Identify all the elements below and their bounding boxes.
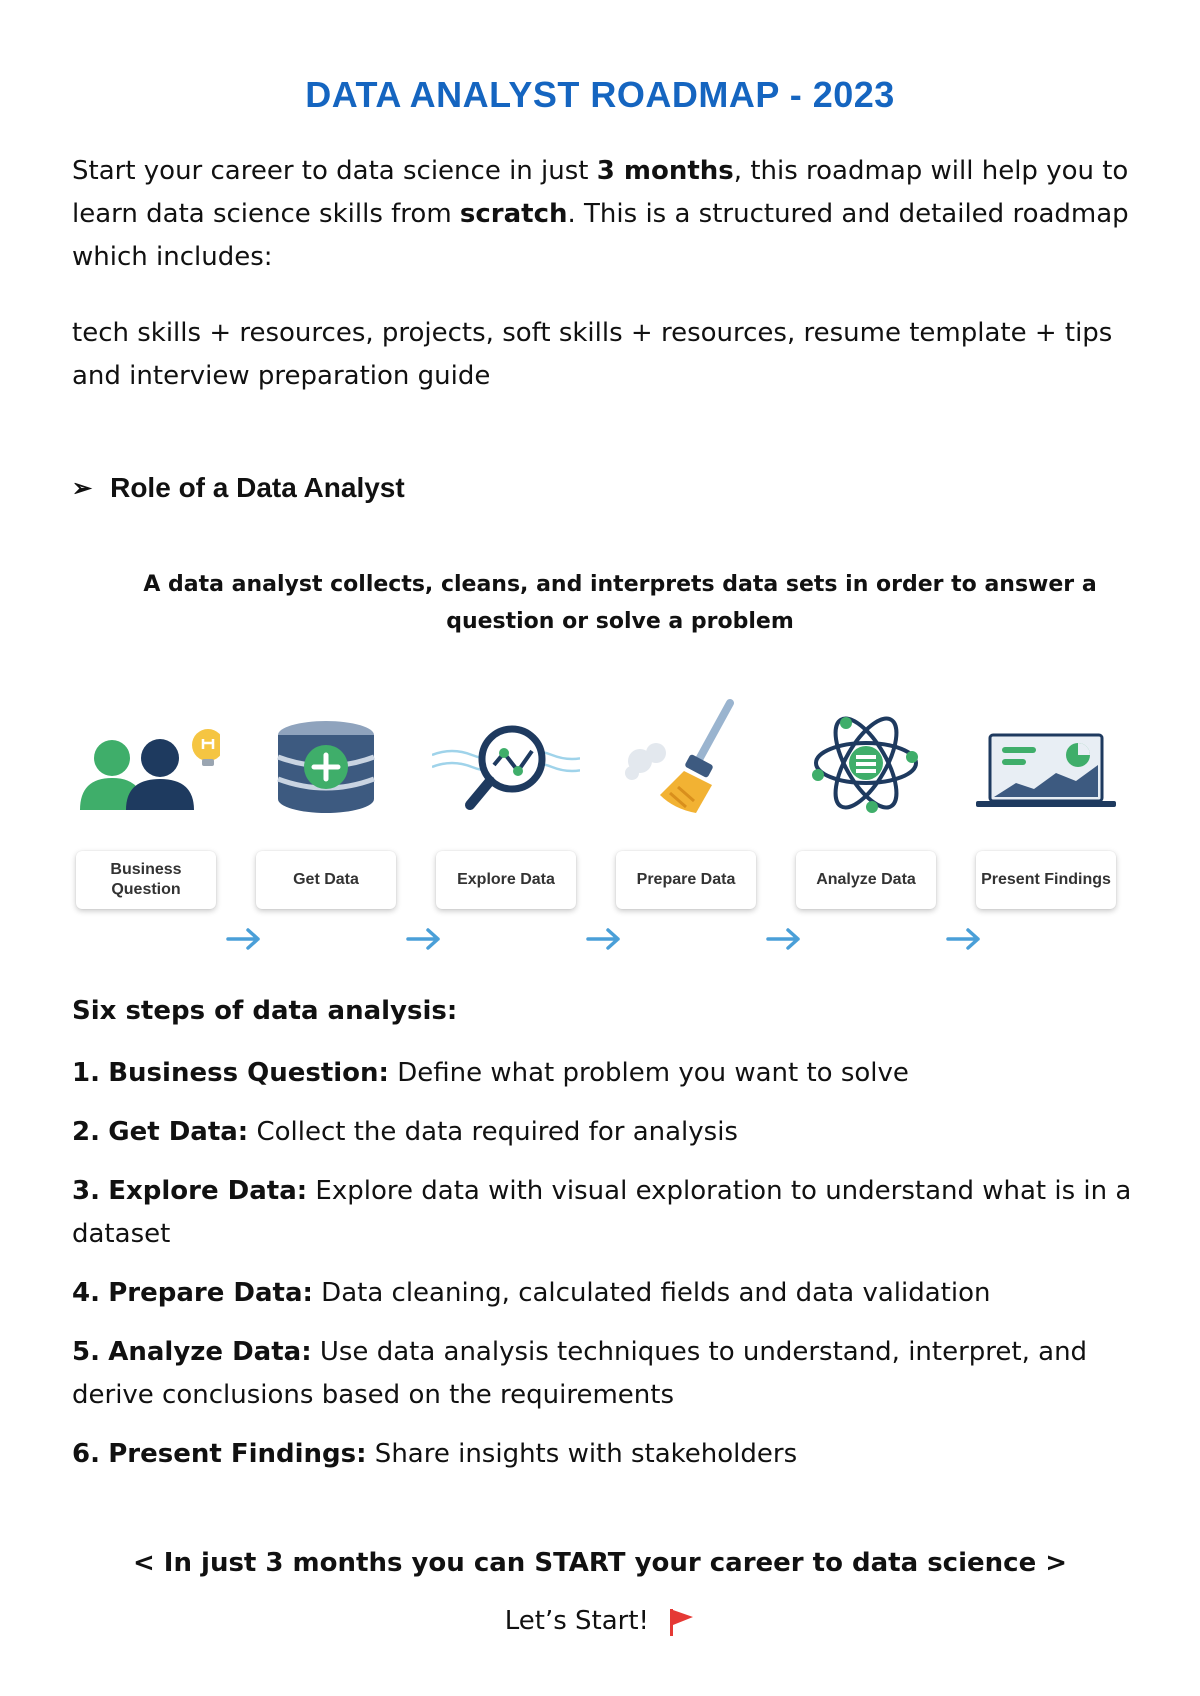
lets-start-line: [0, 1606, 1200, 1637]
step-number: 4.: [72, 1278, 100, 1308]
step-card: Explore Data: [436, 851, 576, 909]
list-item: [72, 1433, 1137, 1476]
step-name: Prepare Data:: [108, 1278, 313, 1308]
intro-text: . This is a structured and detailed roadmap which includes:: [72, 199, 1129, 272]
flow-arrow-icon: [764, 927, 804, 951]
list-item: [72, 1052, 1137, 1095]
list-item: [72, 1170, 1137, 1256]
flow-arrow-icon: [224, 927, 264, 951]
intro-paragraph: [72, 150, 1137, 279]
six-steps-list: [72, 1052, 1137, 1492]
intro-emphasis-months: 3 months: [596, 156, 734, 186]
step-card: Analyze Data: [796, 851, 936, 909]
step-number: 3.: [72, 1176, 100, 1206]
step-name: Business Question:: [108, 1058, 389, 1088]
flow-arrow-icon: [944, 927, 984, 951]
step-card: Business Question: [76, 851, 216, 909]
step-card: Present Findings: [976, 851, 1116, 909]
arrowhead-bullet-icon: ➢: [72, 474, 93, 502]
intro-text: Start your career to data science in just: [72, 156, 597, 186]
list-item: [72, 1111, 1137, 1154]
role-definition: A data analyst collects, cleans, and interprets data sets in order to answer a question or solve a problem: [143, 572, 1097, 634]
step-number: 5.: [72, 1337, 100, 1367]
atom-icon: [792, 695, 940, 815]
intro-emphasis-scratch: scratch: [459, 199, 568, 229]
section-heading-role: [72, 472, 405, 504]
people-lightbulb-icon: [72, 695, 220, 815]
red-flag-icon: [667, 1607, 695, 1637]
intro-text: , this roadmap will help you to learn data science skills from: [72, 156, 1129, 229]
role-heading-text: Role of a Data Analyst: [110, 472, 405, 503]
six-steps-heading: Six steps of data analysis:: [72, 996, 458, 1026]
step-description: Collect the data required for analysis: [248, 1117, 738, 1147]
step-description: Data cleaning, calculated fields and data validation: [312, 1278, 991, 1308]
step-description: Explore data with visual exploration to understand what is in a dataset: [72, 1176, 1132, 1249]
flow-arrow-icon: [584, 927, 624, 951]
step-description: Define what problem you want to solve: [388, 1058, 909, 1088]
magnifier-chart-icon: [432, 695, 580, 815]
step-number: 6.: [72, 1439, 100, 1469]
step-card: Prepare Data: [616, 851, 756, 909]
step-name: Analyze Data:: [108, 1337, 312, 1367]
laptop-chart-icon: [972, 695, 1120, 815]
intro-includes-list: tech skills + resources, projects, soft skills + resources, resume template + tips and interview preparation guide: [72, 318, 1113, 391]
flow-arrow-icon: [404, 927, 444, 951]
step-name: Get Data:: [108, 1117, 249, 1147]
list-item: [72, 1272, 1137, 1315]
step-name: Explore Data:: [108, 1176, 308, 1206]
page-title: DATA ANALYST ROADMAP - 2023: [305, 74, 895, 115]
step-number: 1.: [72, 1058, 100, 1088]
call-to-action: < In just 3 months you can START your career to data science >: [132, 1548, 1068, 1578]
step-number: 2.: [72, 1117, 100, 1147]
step-description: Use data analysis techniques to understand, interpret, and derive conclusions based on the requirements: [72, 1337, 1088, 1410]
six-steps-diagram: [72, 695, 1137, 965]
broom-icon: [612, 695, 760, 815]
database-plus-icon: [252, 695, 400, 815]
step-card: Get Data: [256, 851, 396, 909]
step-name: Present Findings:: [108, 1439, 367, 1469]
lets-start-text: Let’s Start!: [504, 1606, 649, 1636]
step-description: Share insights with stakeholders: [366, 1439, 798, 1469]
list-item: [72, 1331, 1137, 1417]
